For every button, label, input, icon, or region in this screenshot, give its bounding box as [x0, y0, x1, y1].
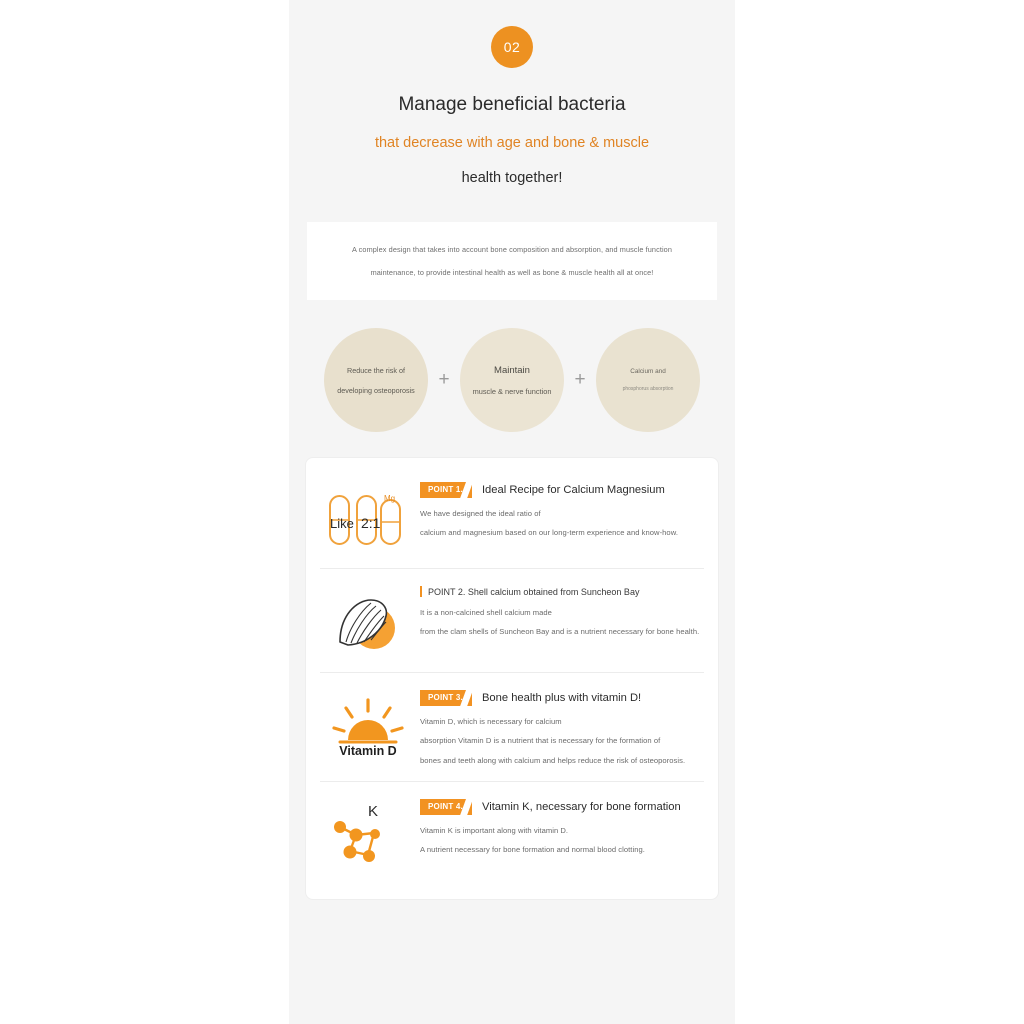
point-4-icon-col — [320, 799, 416, 869]
point-1-head — [420, 482, 704, 498]
capsule-ratio-label: 2:1 — [361, 515, 381, 531]
point-row — [306, 781, 718, 885]
point-1-tag: POINT 1. — [420, 482, 472, 498]
capsule-mg-label: Mg — [384, 494, 396, 503]
benefit-1-line-1: Reduce the risk of — [347, 365, 405, 375]
point-2-title: POINT 2. Shell calcium obtained from Suncheon Bay — [428, 586, 640, 597]
capsule-ratio-icon — [326, 486, 410, 552]
sun-vitamin-d-icon — [326, 694, 410, 760]
benefit-2-line-1: Maintain — [494, 364, 530, 376]
point-3-icon-col — [320, 690, 416, 760]
description-line-1: A complex design that takes into account bone composition and absorption, and muscle function — [351, 245, 672, 254]
point-4-tag: POINT 4. — [420, 799, 472, 815]
point-row — [306, 568, 718, 672]
point-3-body-line-1: Vitamin D, which is necessary for calcium — [420, 717, 562, 726]
point-2-body — [420, 609, 704, 637]
point-1-text-col — [416, 482, 704, 538]
molecule-vitamin-k-icon — [326, 803, 410, 869]
point-2-body-line-2: from the clam shells of Suncheon Bay and is a nutrient necessary for bone health. — [420, 627, 700, 637]
point-4-title: Vitamin K, necessary for bone formation — [481, 801, 681, 814]
point-4-body-line-2: A nutrient necessary for bone formation and normal blood clotting. — [420, 845, 645, 855]
point-4-head — [420, 799, 704, 815]
point-3-body — [420, 718, 704, 765]
benefits-row — [289, 328, 735, 432]
point-2-head — [420, 586, 704, 597]
page-subtitle: health together! — [461, 170, 563, 186]
point-3-head — [420, 690, 704, 706]
point-1-icon-col — [320, 482, 416, 552]
point-3-body-line-3: bones and teeth along with calcium and helps reduce the risk of osteoporosis. — [420, 755, 686, 765]
point-3-text-col — [416, 690, 704, 765]
capsule-like-label: Like — [330, 516, 354, 531]
point-2-text-col — [416, 586, 704, 637]
benefit-3-line-2: phosphorus absorption — [622, 386, 674, 392]
page-subtitle-accent: that decrease with age and bone & muscle — [374, 135, 650, 151]
point-1-body-line-1: We have designed the ideal ratio of — [420, 509, 541, 518]
point-row — [306, 672, 718, 781]
benefit-circle-2 — [460, 328, 564, 432]
step-badge: 02 — [491, 26, 533, 68]
benefit-2-line-2: muscle & nerve function — [472, 386, 552, 396]
benefit-1-line-2: developing osteoporosis — [337, 385, 415, 395]
benefit-circle-3 — [596, 328, 700, 432]
description-card — [307, 222, 717, 300]
point-3-tag: POINT 3. — [420, 690, 472, 706]
point-4-body-line-1: Vitamin K is important along with vitamin D. — [420, 826, 569, 836]
point-1-body — [420, 510, 704, 538]
points-card — [305, 457, 719, 900]
point-2-body-line-1: It is a non-calcined shell calcium made — [420, 608, 552, 617]
point-2-icon-col — [320, 586, 416, 656]
benefit-circle-1 — [324, 328, 428, 432]
content-sheet — [289, 0, 735, 1024]
description-line-2: maintenance, to provide intestinal health as well as bone & muscle health all at once! — [370, 268, 654, 277]
plus-icon-2: + — [574, 369, 586, 390]
shell-icon — [326, 590, 410, 656]
point-4-body — [420, 827, 704, 855]
plus-icon-1: + — [438, 369, 450, 390]
point-3-body-line-2: absorption Vitamin D is a nutrient that is necessary for the formation of — [420, 736, 661, 746]
vitamin-d-label: Vitamin D — [339, 744, 397, 758]
point-4-text-col — [416, 799, 704, 855]
point-1-title: Ideal Recipe for Calcium Magnesium — [481, 484, 665, 496]
benefit-3-line-1: Calcium and — [630, 368, 666, 375]
page-title: Manage beneficial bacteria — [398, 94, 626, 115]
point-row — [306, 464, 718, 568]
point-2-bar-icon — [420, 586, 422, 597]
point-1-body-line-2: calcium and magnesium based on our long-term experience and know-how. — [420, 528, 678, 538]
point-3-title: Bone health plus with vitamin D! — [481, 692, 642, 704]
vitamin-k-label: K — [368, 803, 379, 821]
